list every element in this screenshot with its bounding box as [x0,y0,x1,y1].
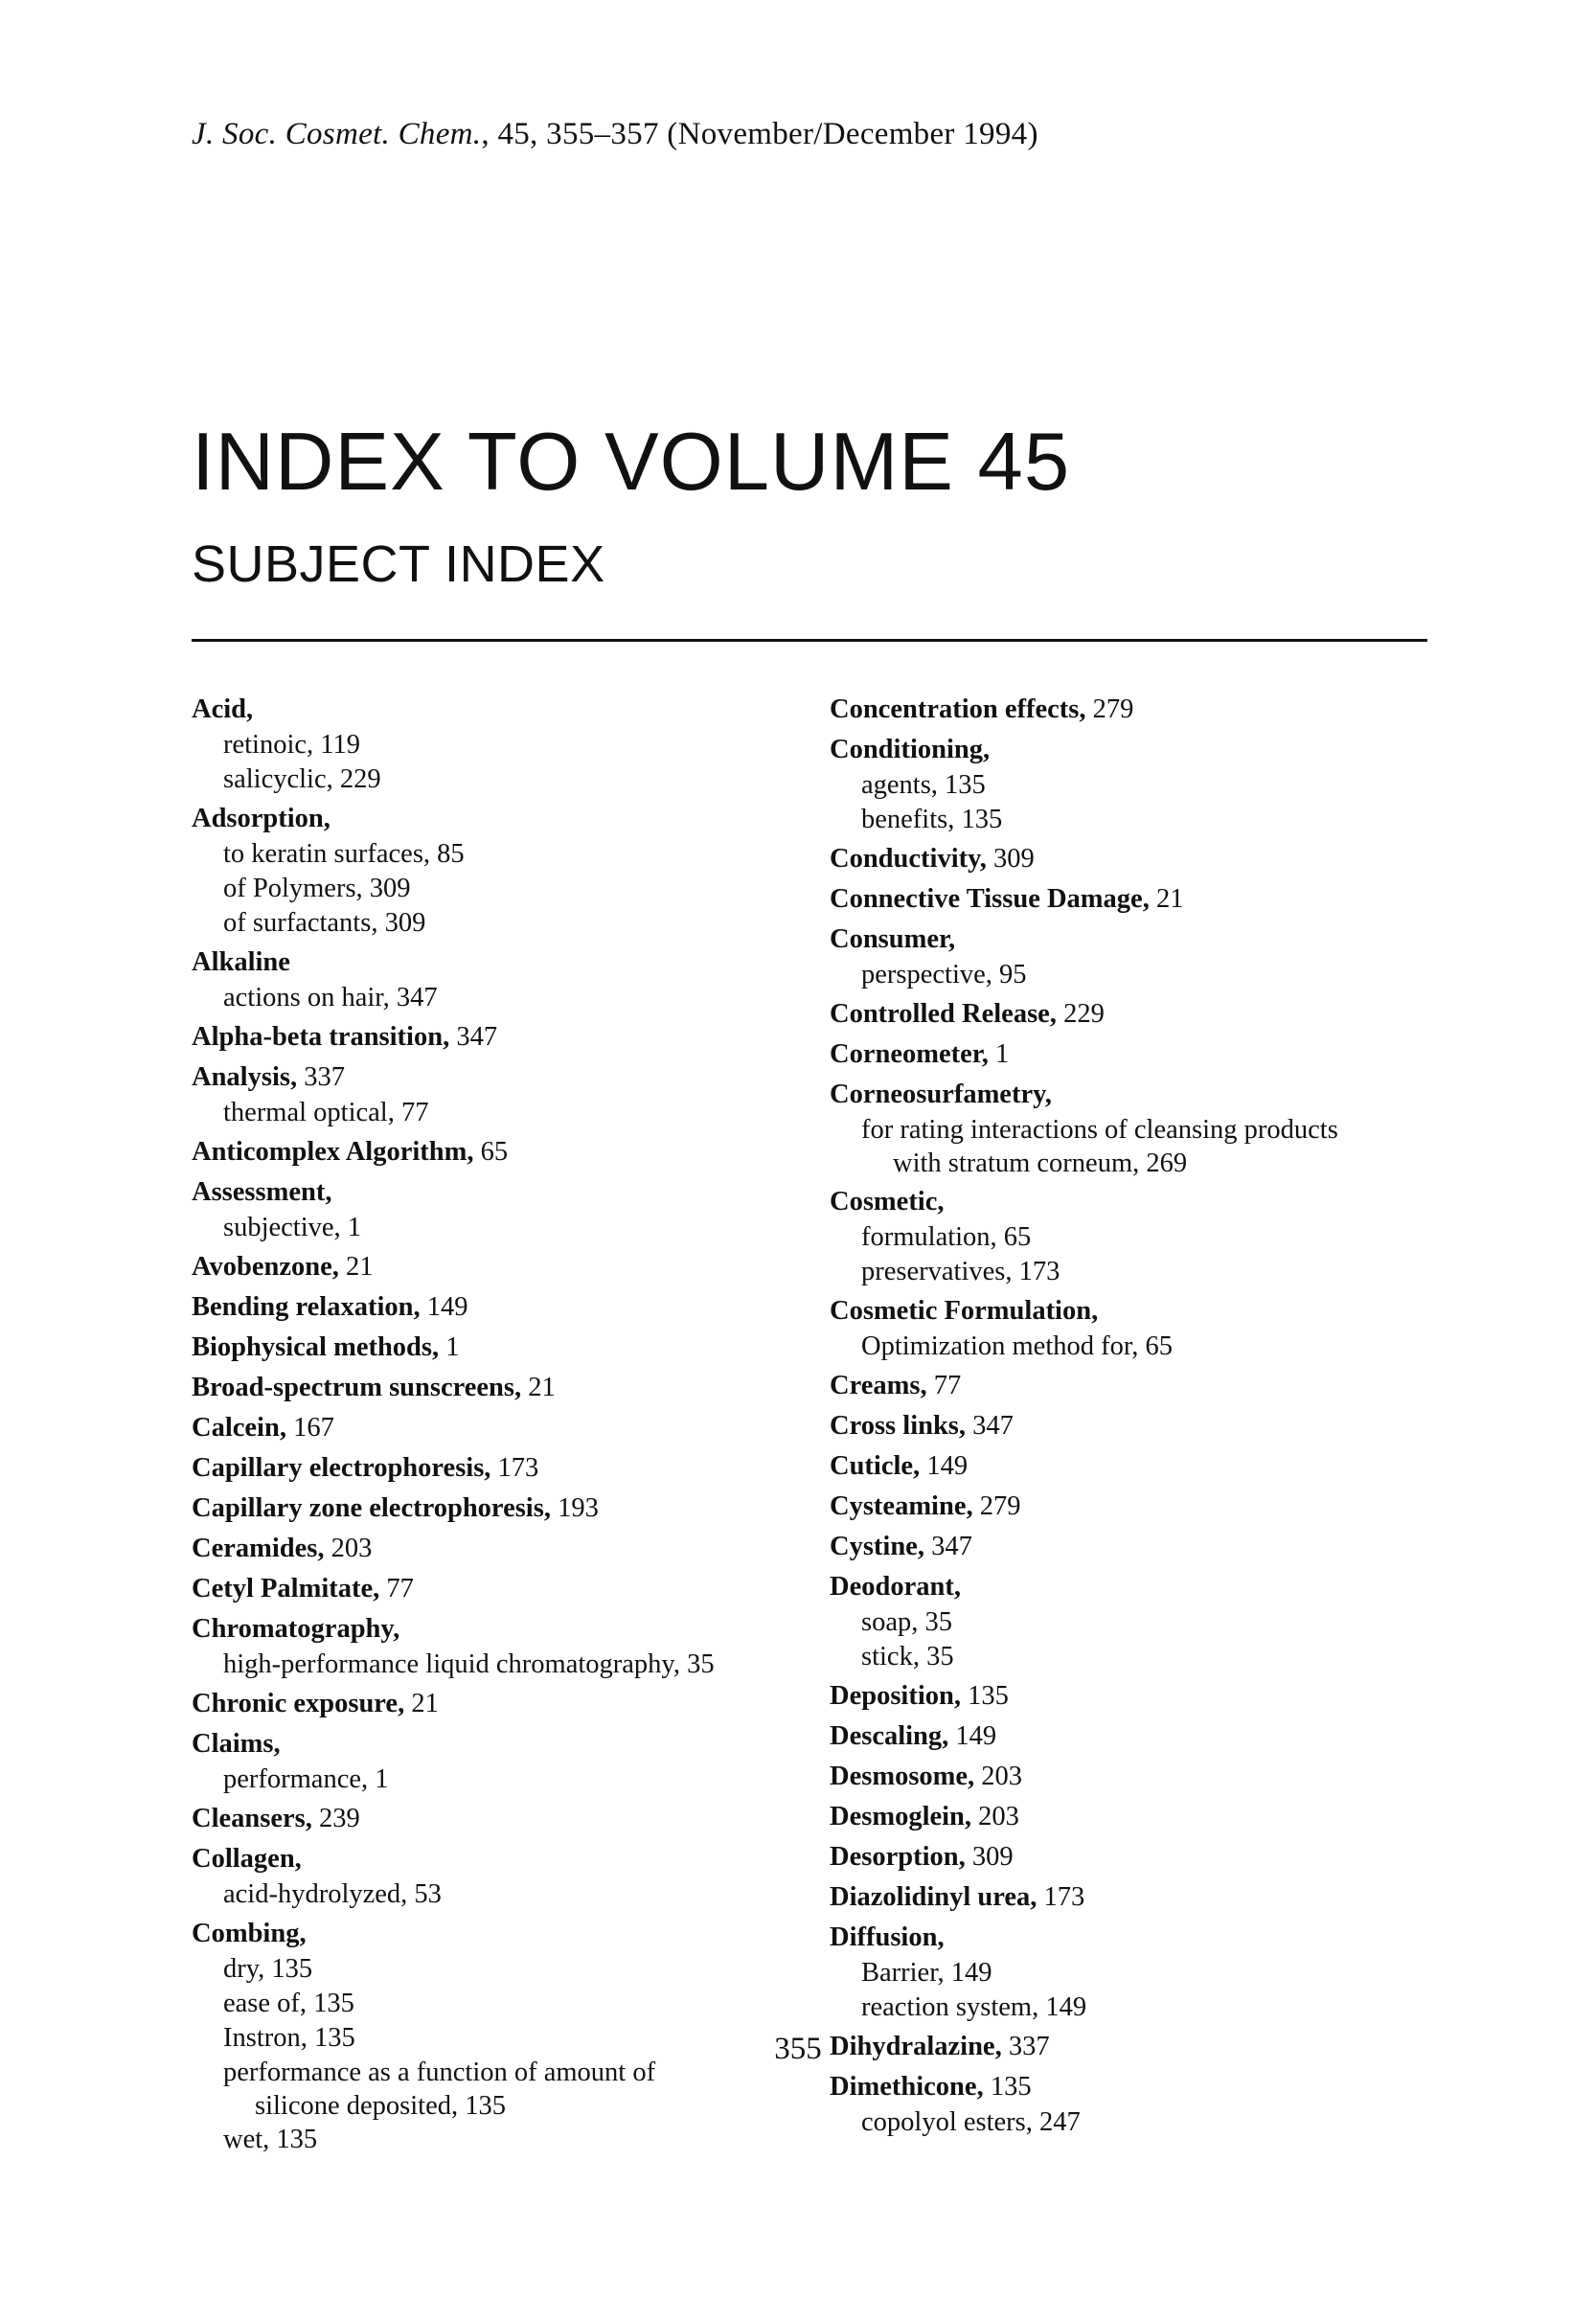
index-term: Cosmetic, [830,1187,945,1217]
index-pages: 347 [923,1532,972,1561]
index-pages: 1 [439,1332,460,1362]
index-entry [830,1839,1443,1876]
index-pages: 309 [965,1842,1014,1872]
index-term: Deposition, [830,1681,961,1711]
index-pages: 347 [449,1022,498,1052]
index-entry [830,1368,1443,1404]
index-entry [192,944,805,981]
index-subentry: actions on hair, 347 [223,983,438,1012]
index-term: Corneometer, [830,1039,989,1069]
index-term: Biophysical methods, [192,1332,440,1362]
index-term: Cysteamine, [830,1491,973,1521]
index-entry [830,1036,1443,1073]
running-header [192,117,1038,152]
issue-citation: , 45, 355–357 (November/December 1994) [481,117,1038,151]
index-term: Analysis, [192,1062,298,1092]
index-pages: 173 [490,1453,539,1483]
index-entry [192,1059,805,1096]
index-term: Chromatography, [192,1614,400,1644]
index-term: Controlled Release, [830,999,1057,1029]
index-entry [192,1134,805,1171]
index-pages: 337 [297,1062,345,1092]
index-term: Cross links, [830,1411,967,1441]
index-subentry: acid-hydrolyzed, 53 [223,1879,442,1909]
index-subentry: Instron, 135 [223,2023,355,2053]
index-subentry: formulation, 65 [861,1222,1032,1252]
index-subentry: perspective, 95 [861,960,1027,989]
index-pages: 77 [926,1371,962,1400]
index-subentry-continuation: silicone deposited, 135 [255,2091,506,2121]
page-number: 355 [774,2032,822,2066]
index-entry [830,1184,1443,1220]
index-pages: 203 [974,1762,1023,1791]
index-entry [192,1289,805,1326]
index-entry [830,1448,1443,1485]
index-subentry: of Polymers, 309 [223,874,411,903]
index-term: Cosmetic Formulation, [830,1296,1099,1326]
index-entry [830,841,1443,877]
index-subentry: to keratin surfaces, 85 [223,839,465,869]
index-entry [192,1174,805,1211]
index-term: Capillary electrophoresis, [192,1453,491,1483]
index-subentry: thermal optical, 77 [223,1098,429,1127]
index-entry [830,1920,1443,1956]
index-subtitle: SUBJECT INDEX [192,535,605,593]
index-subentry: high-performance liquid chromatography, 35 [223,1649,715,1679]
index-term: Anticomplex Algorithm, [192,1137,474,1167]
index-term: Chronic exposure, [192,1689,405,1718]
index-term: Cetyl Palmitate, [192,1574,380,1603]
index-pages: 149 [420,1292,468,1322]
index-subentry-continuation: with stratum corneum, 269 [893,1148,1188,1178]
index-entry [830,1489,1443,1525]
index-term: Connective Tissue Damage, [830,884,1150,914]
index-term: Creams, [830,1371,927,1400]
index-subentry: soap, 35 [861,1607,952,1637]
index-column-left [192,692,805,2157]
title-divider [192,639,1427,642]
index-entry [192,1370,805,1406]
index-subentry: benefits, 135 [861,805,1003,834]
index-term: Claims, [192,1729,281,1759]
index-entry [830,1077,1443,1113]
index-subentry: performance as a function of amount of [223,2058,656,2087]
index-entry [192,1611,805,1648]
index-subentry: ease of, 135 [223,1989,354,2018]
index-term: Avobenzone, [192,1252,339,1282]
index-term: Dihydralazine, [830,2032,1002,2061]
index-entry [830,1799,1443,1835]
index-term: Collagen, [192,1844,302,1874]
index-pages: 135 [983,2072,1032,2102]
index-pages: 21 [404,1689,439,1718]
index-pages: 229 [1056,999,1105,1029]
index-subentry: for rating interactions of cleansing products [861,1115,1338,1145]
index-entry [192,1531,805,1567]
index-subentry: performance, 1 [223,1764,389,1794]
index-entry [192,1916,805,1952]
index-pages: 135 [960,1681,1009,1711]
index-entry [830,881,1443,918]
index-entry [192,1330,805,1366]
index-subentry: preservatives, 173 [861,1257,1060,1286]
index-pages: 173 [1037,1882,1085,1912]
index-term: Diffusion, [830,1922,945,1952]
index-entry [830,2069,1443,2105]
index-entry [192,1249,805,1285]
index-term: Bending relaxation, [192,1292,421,1322]
index-term: Consumer, [830,924,956,954]
index-entry [192,1410,805,1446]
index-entry [830,732,1443,768]
index-term: Acid, [192,694,254,724]
index-entry [830,921,1443,958]
index-pages: 279 [972,1491,1021,1521]
index-subentry: copolyol esters, 247 [861,2107,1081,2137]
index-pages: 239 [311,1804,360,1833]
index-title: INDEX TO VOLUME 45 [192,417,1071,508]
index-entry [830,1879,1443,1916]
index-term: Deodorant, [830,1572,961,1602]
index-term: Assessment, [192,1177,332,1207]
index-term: Desmoglein, [830,1802,972,1831]
index-term: Calcein, [192,1413,286,1443]
index-term: Cleansers, [192,1804,312,1833]
index-entry [192,1801,805,1837]
index-subentry: subjective, 1 [223,1213,362,1242]
index-term: Descaling, [830,1721,949,1751]
index-term: Alpha-beta transition, [192,1022,450,1052]
index-pages: 337 [1001,2032,1050,2061]
index-term: Desorption, [830,1842,966,1872]
index-entry [830,1569,1443,1605]
index-pages: 149 [920,1451,969,1481]
index-subentry: wet, 135 [223,2125,318,2154]
journal-name: J. Soc. Cosmet. Chem. [192,117,482,151]
index-pages: 203 [971,1802,1019,1831]
index-subentry: of surfactants, 309 [223,908,426,938]
index-entry [830,1678,1443,1715]
index-term: Capillary zone electrophoresis, [192,1493,551,1523]
index-term: Conductivity, [830,844,987,874]
index-term: Diazolidinyl urea, [830,1882,1037,1912]
index-pages: 279 [1085,694,1134,724]
index-subentry: agents, 135 [861,770,986,800]
index-subentry: retinoic, 119 [223,730,360,760]
index-term: Concentration effects, [830,694,1086,724]
index-subentry: reaction system, 149 [861,1992,1087,2022]
index-term: Corneosurfametry, [830,1080,1052,1109]
index-term: Desmosome, [830,1762,975,1791]
index-pages: 77 [379,1574,414,1603]
index-entry [192,1450,805,1487]
index-pages: 1 [988,1039,1010,1069]
index-entry [830,692,1443,728]
index-entry [830,1529,1443,1565]
index-subentry: stick, 35 [861,1642,954,1672]
index-pages: 167 [285,1413,334,1443]
index-term: Combing, [192,1919,307,1948]
index-entry [192,801,805,837]
index-term: Adsorption, [192,804,331,833]
index-entry [830,1718,1443,1755]
index-subentry: dry, 135 [223,1954,313,1984]
index-column-right [830,692,1443,2140]
index-pages: 149 [948,1721,997,1751]
index-entry [830,1759,1443,1795]
index-term: Ceramides, [192,1534,325,1563]
index-entry [192,1686,805,1722]
index-entry [192,1490,805,1527]
index-term: Cuticle, [830,1451,921,1481]
index-subentry: Optimization method for, 65 [861,1331,1173,1361]
index-term: Alkaline [192,947,290,977]
index-pages: 21 [521,1373,556,1402]
index-pages: 193 [550,1493,599,1523]
index-term: Conditioning, [830,735,991,764]
index-pages: 21 [338,1252,374,1282]
index-entry [192,692,805,728]
index-term: Cystine, [830,1532,924,1561]
index-subentry: salicyclic, 229 [223,764,381,794]
index-subentry: Barrier, 149 [861,1958,992,1988]
index-entry [192,1726,805,1763]
index-pages: 21 [1149,884,1184,914]
index-term: Broad-spectrum sunscreens, [192,1373,522,1402]
index-pages: 309 [986,844,1035,874]
index-pages: 347 [966,1411,1014,1441]
index-term: Dimethicone, [830,2072,984,2102]
index-entry [830,1408,1443,1444]
index-entry [192,1571,805,1607]
index-entry [830,1293,1443,1330]
index-entry [192,1841,805,1877]
index-entry [192,1019,805,1056]
index-entry [830,996,1443,1033]
index-pages: 65 [473,1137,509,1167]
index-pages: 203 [324,1534,373,1563]
